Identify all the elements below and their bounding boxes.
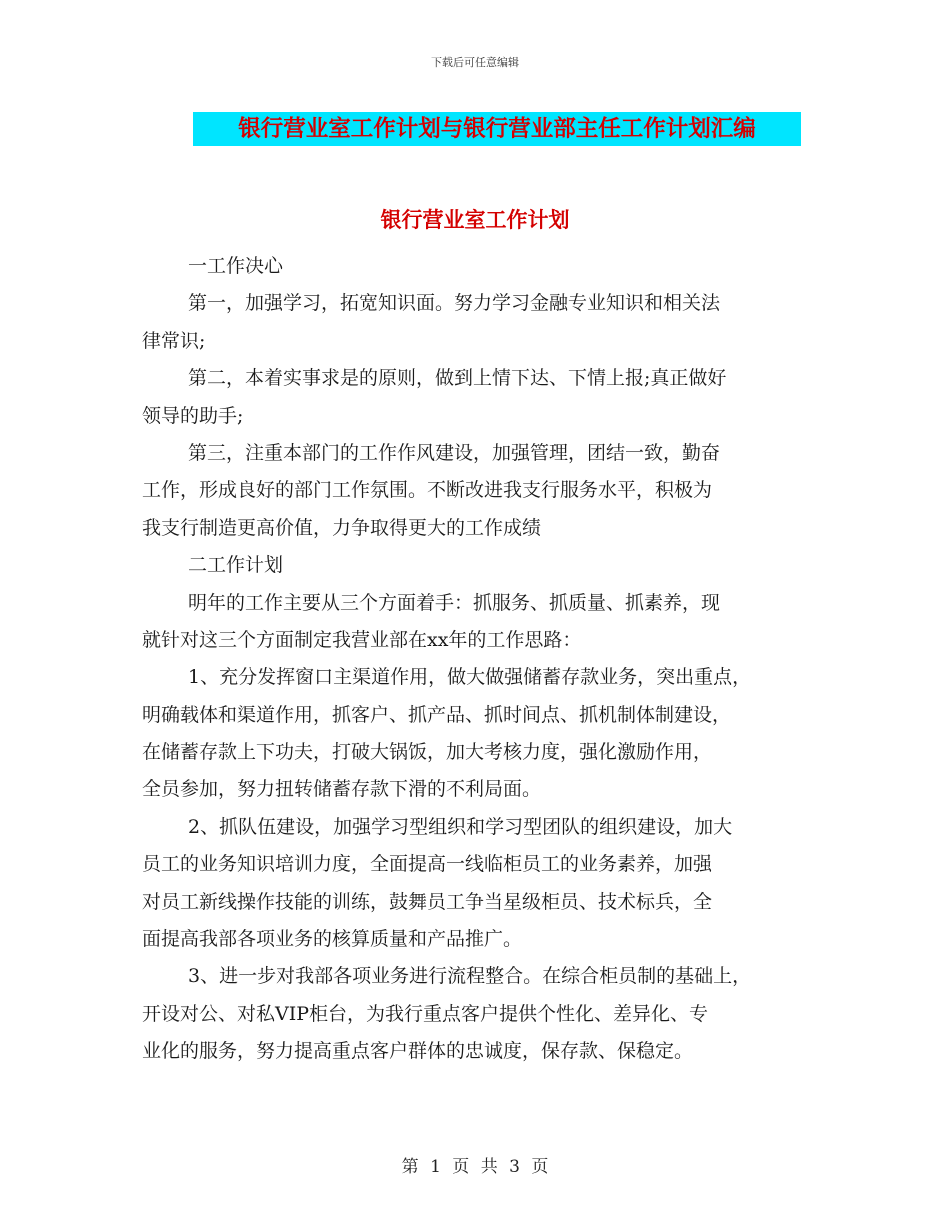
paragraph-line: 对员工新线操作技能的训练，鼓舞员工争当星级柜员、技术标兵，全	[142, 890, 713, 913]
page-number-footer: 第 1 页 共 3 页	[401, 1157, 549, 1177]
paragraph-line: 全员参加，努力扭转储蓄存款下滑的不利局面。	[142, 778, 542, 801]
paragraph-line: 第三，注重本部门的工作作风建设，加强管理，团结一致，勤奋	[188, 441, 721, 464]
heading-work-resolve: 一工作决心	[188, 255, 284, 277]
paragraph-line: 2、抓队伍建设，加强学习型组织和学习型团队的组织建设，加大	[188, 815, 733, 838]
paragraph-line: 明年的工作主要从三个方面着手：抓服务、抓质量、抓素养，现	[188, 591, 721, 614]
paragraph-line: 就针对这三个方面制定我营业部在xx年的工作思路：	[142, 628, 582, 651]
section-title: 银行营业室工作计划	[380, 208, 570, 232]
heading-work-plan: 二工作计划	[188, 554, 284, 577]
paragraph-line: 第一，加强学习，拓宽知识面。努力学习金融专业知识和相关法	[188, 292, 721, 315]
paragraph-line: 开设对公、对私VIP柜台，为我行重点客户提供个性化、差异化、专	[142, 1002, 709, 1025]
paragraph-line: 领导的助手;	[142, 404, 244, 427]
paragraph-line: 1、充分发挥窗口主渠道作用，做大做强储蓄存款业务，突出重点，	[188, 666, 752, 689]
paragraph-line: 3、进一步对我部各项业务进行流程整合。在综合柜员制的基础上，	[188, 965, 752, 988]
paragraph-line: 面提高我部各项业务的核算质量和产品推广。	[142, 928, 523, 951]
paragraph-line: 我支行制造更高价值，力争取得更大的工作成绩	[142, 516, 542, 539]
paragraph-line: 在储蓄存款上下功夫，打破大锅饭，加大考核力度，强化激励作用，	[142, 741, 713, 764]
paragraph-line: 第二，本着实事求是的原则，做到上情下达、下情上报;真正做好	[188, 367, 727, 390]
main-title: 银行营业室工作计划与银行营业部主任工作计划汇编	[193, 112, 801, 146]
body-text	[142, 248, 832, 1071]
header-note: 下载后可任意编辑	[431, 56, 519, 69]
paragraph-line: 明确载体和渠道作用，抓客户、抓产品、抓时间点、抓机制体制建设，	[142, 703, 732, 726]
paragraph-line: 员工的业务知识培训力度，全面提高一线临柜员工的业务素养，加强	[142, 853, 713, 876]
paragraph-line: 业化的服务，努力提高重点客户群体的忠诚度，保存款、保稳定。	[142, 1040, 694, 1063]
paragraph-line: 工作，形成良好的部门工作氛围。不断改进我支行服务水平，积极为	[142, 479, 713, 502]
paragraph-line: 律常识;	[142, 329, 206, 352]
